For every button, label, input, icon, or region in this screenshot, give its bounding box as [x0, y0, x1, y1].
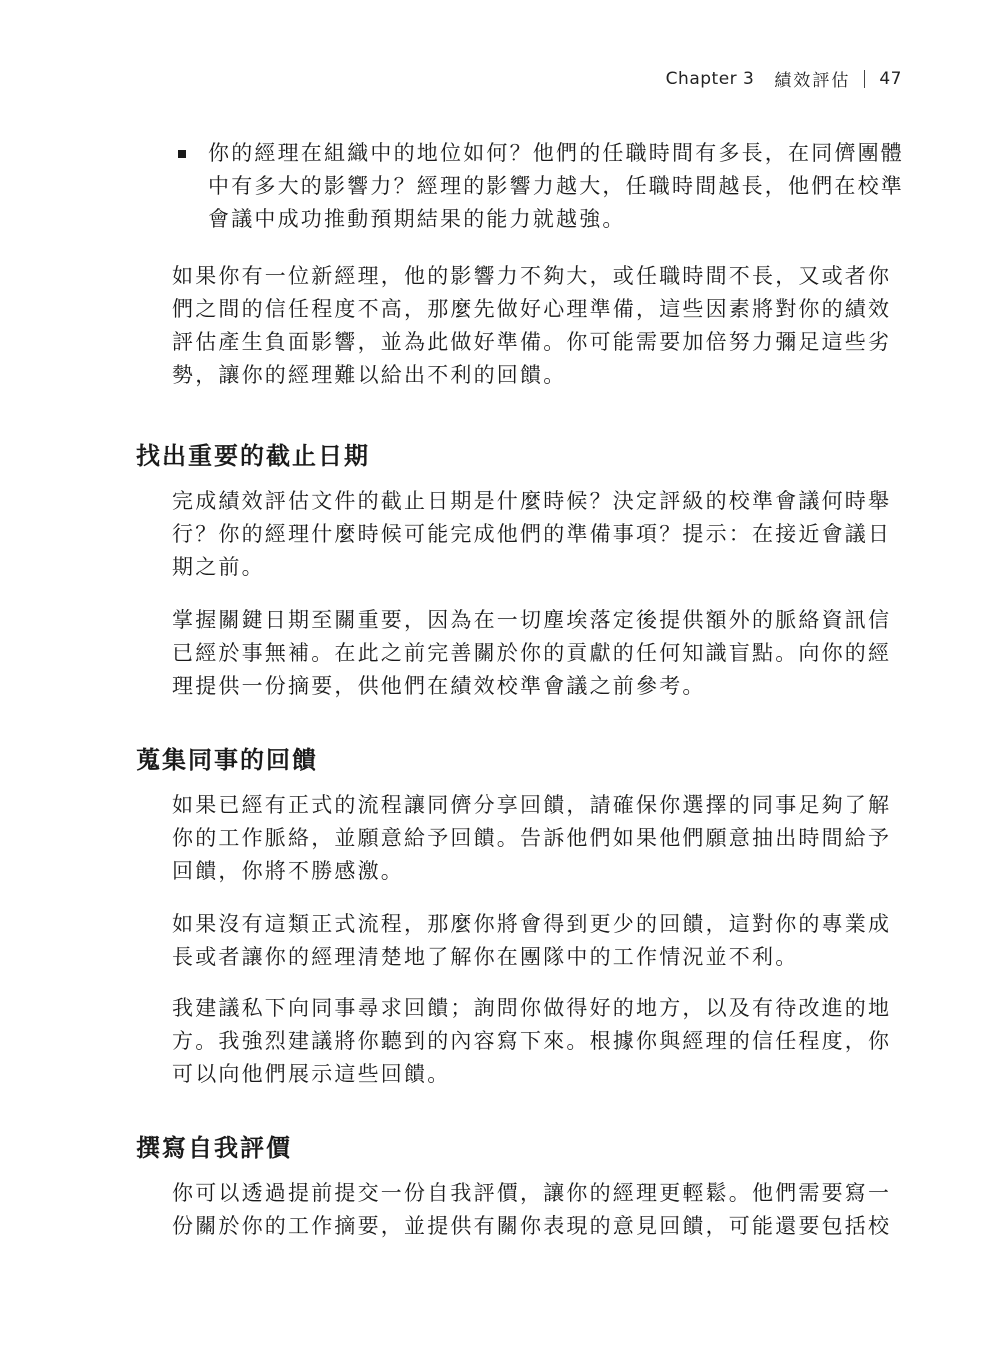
- header-divider: [864, 70, 865, 88]
- paragraph: 掌握關鍵日期至關重要，因為在一切塵埃落定後提供額外的脈絡資訊信已經於事無補。在此之前完善關於你的貢獻的任何知識盲點。向你的經理提供一份摘要，供他們在績效校準會議之前參考。: [172, 608, 892, 698]
- bullet-text: 你的經理在組織中的地位如何？他們的任職時間有多長，在同儕團體中有多大的影響力？經理的影響力越大，任職時間越長，他們在校準會議中成功推動預期結果的能力就越強。: [208, 141, 904, 231]
- chapter-title: 績效評估: [774, 71, 851, 91]
- square-bullet-icon: [178, 150, 186, 158]
- paragraph: 如果沒有這類正式流程，那麼你將會得到更少的回饋，這對你的專業成長或者讓你的經理清楚地了解你在團隊中的工作情況並不利。: [172, 912, 892, 969]
- page-number: 47: [879, 68, 902, 89]
- section-heading-deadlines: 找出重要的截止日期: [136, 442, 370, 470]
- bullet-item: [178, 137, 904, 236]
- paragraph: 完成績效評估文件的截止日期是什麼時候？決定評級的校準會議何時舉行？你的經理什麼時候可能完成他們的準備事項？提示：在接近會議日期之前。: [172, 489, 892, 579]
- chapter-label: Chapter 3: [665, 68, 755, 89]
- intro-paragraph: 如果你有一位新經理，他的影響力不夠大，或任職時間不長，又或者你們之間的信任程度不高，那麼先做好心理準備，這些因素將對你的績效評估產生負面影響，並為此做好準備。你可能需要加倍努力彌足這些劣勢，讓你的經理難以給出不利的回饋。: [172, 264, 892, 387]
- paragraph: 我建議私下向同事尋求回饋；詢問你做得好的地方，以及有待改進的地方。我強烈建議將你聽到的內容寫下來。根據你與經理的信任程度，你可以向他們展示這些回饋。: [172, 996, 892, 1086]
- running-header: [666, 66, 902, 91]
- section-heading-self-review: 撰寫自我評價: [136, 1134, 292, 1162]
- paragraph: 你可以透過提前提交一份自我評價，讓你的經理更輕鬆。他們需要寫一份關於你的工作摘要，並提供有關你表現的意見回饋，可能還要包括校: [172, 1181, 892, 1238]
- section-heading-peer-feedback: 蒐集同事的回饋: [136, 746, 318, 774]
- paragraph: 如果已經有正式的流程讓同儕分享回饋，請確保你選擇的同事足夠了解你的工作脈絡，並願意給予回饋。告訴他們如果他們願意抽出時間給予回饋，你將不勝感激。: [172, 793, 892, 883]
